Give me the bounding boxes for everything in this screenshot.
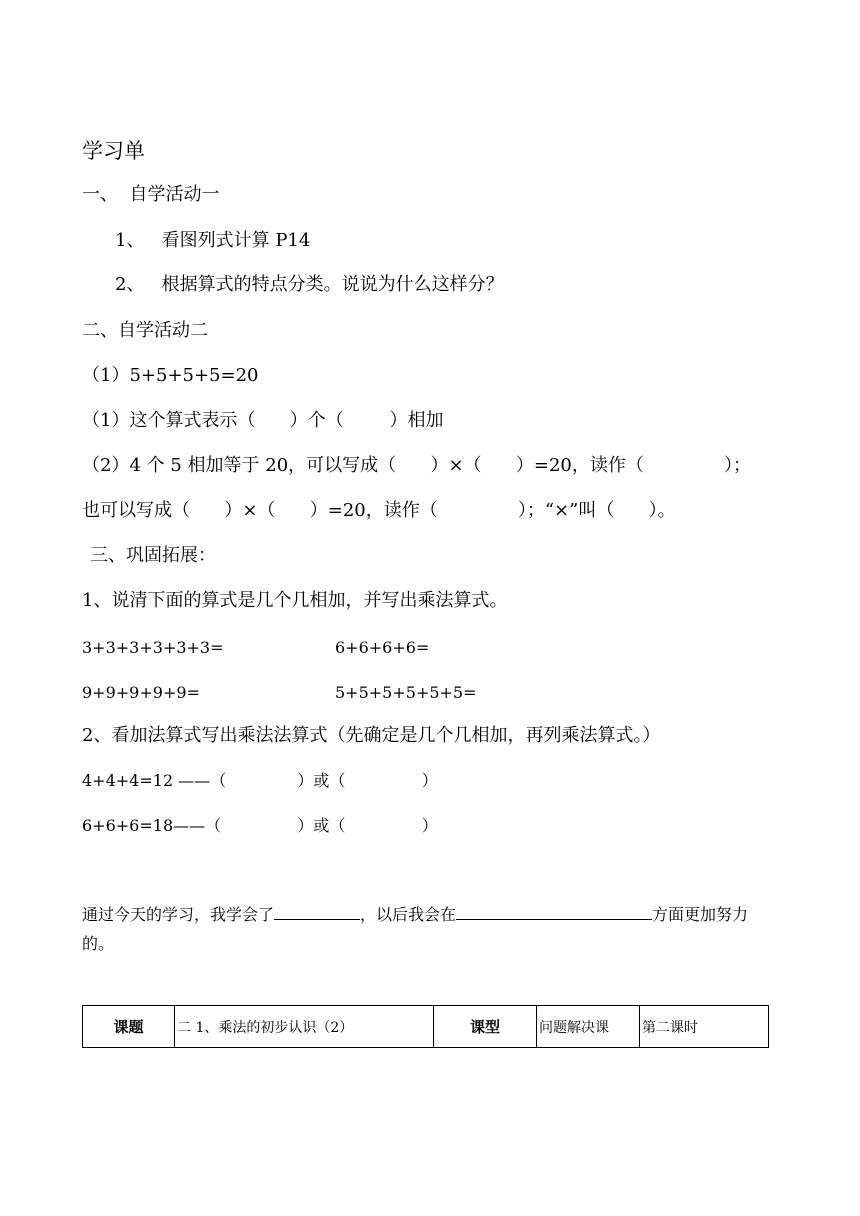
type-value: 问题解决课 bbox=[537, 1006, 640, 1048]
question-2-line-1: 4+4+4=12 ——（ ）或（ ） bbox=[82, 771, 438, 790]
summary-blank-2 bbox=[456, 903, 652, 920]
lesson-info-table bbox=[82, 1005, 769, 1048]
summary-blank-1 bbox=[274, 903, 360, 920]
question-1: 1、说清下面的算式是几个几相加，并写出乘法算式。 bbox=[82, 590, 508, 611]
summary-text-2: ，以后我会在 bbox=[360, 905, 457, 924]
question-2-line-2: 6+6+6=18——（ ）或（ ） bbox=[82, 816, 438, 835]
expression: 3+3+3+3+3+3= bbox=[82, 638, 224, 657]
section-1-heading: 一、 自学活动一 bbox=[82, 184, 220, 205]
topic-value: 二 1、乘法的初步认识（2） bbox=[175, 1006, 434, 1048]
section-1-item-1: 1、 看图列式计算 P14 bbox=[115, 230, 311, 251]
section-3-heading: 三、巩固拓展： bbox=[90, 545, 216, 566]
page-title: 学习单 bbox=[82, 139, 145, 163]
section-2-line-3: （2）4 个 5 相加等于 20，可以写成（ ）×（ ）=20，读作（ ）； bbox=[82, 455, 751, 476]
summary-text-3: 方面更加努力 bbox=[652, 905, 749, 924]
section-2-heading: 二、自学活动二 bbox=[82, 320, 208, 341]
summary-line bbox=[82, 903, 748, 926]
type-label: 课型 bbox=[434, 1006, 537, 1048]
section-1-item-2: 2、 根据算式的特点分类。说说为什么这样分？ bbox=[115, 274, 504, 295]
section-2-line-1: （1）5+5+5+5=20 bbox=[82, 365, 259, 386]
expression: 6+6+6+6= bbox=[335, 638, 430, 657]
summary-text-1: 通过今天的学习，我学会了 bbox=[82, 905, 275, 924]
topic-label: 课题 bbox=[83, 1006, 175, 1048]
summary-line-2: 的。 bbox=[82, 934, 115, 953]
expression: 9+9+9+9+9= bbox=[82, 683, 200, 702]
section-2-line-4: 也可以写成（ ）×（ ）=20，读作（ ）；“×”叫（ ）。 bbox=[82, 500, 676, 521]
section-2-line-2: （1）这个算式表示（ ）个（ ）相加 bbox=[82, 410, 444, 431]
question-2: 2、看加法算式写出乘法法算式（先确定是几个几相加，再列乘法算式。） bbox=[82, 725, 661, 746]
period-value: 第二课时 bbox=[640, 1006, 769, 1048]
expression: 5+5+5+5+5+5= bbox=[335, 683, 477, 702]
